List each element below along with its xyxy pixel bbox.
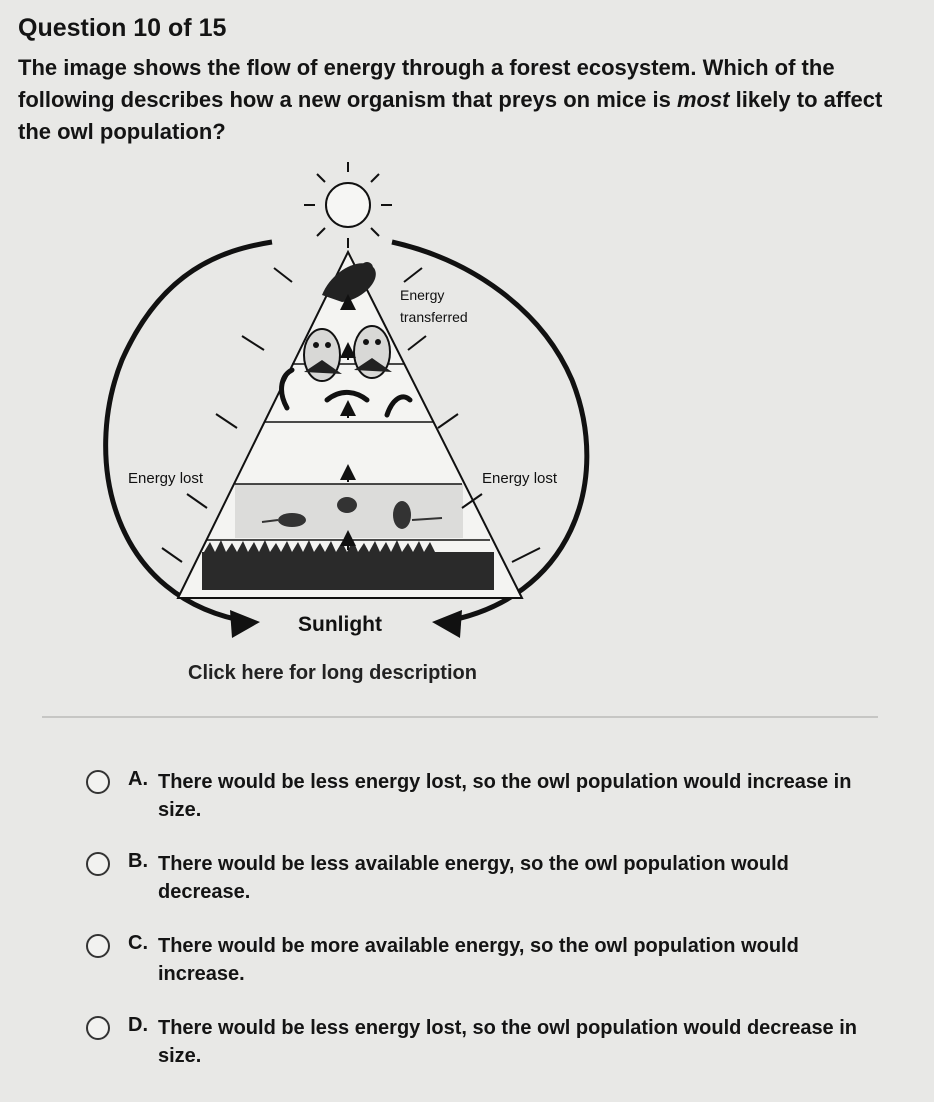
question-text <box>18 52 898 148</box>
option-text-c: There would be more available energy, so the owl population would increase. <box>158 935 799 985</box>
answer-option-c[interactable] <box>86 932 886 988</box>
option-text-d: There would be less energy lost, so the owl population would decrease in size. <box>158 1017 858 1067</box>
answer-option-a[interactable] <box>86 768 886 820</box>
label-energy-lost-left: Energy lost <box>128 470 204 487</box>
option-letter-c: C. <box>128 932 148 954</box>
radio-button-d[interactable] <box>86 1016 110 1040</box>
question-title: Question 10 of 15 <box>18 14 227 42</box>
label-energy-lost-right: Energy lost <box>482 470 558 487</box>
radio-button-a[interactable] <box>86 770 110 794</box>
divider <box>42 716 878 718</box>
question-text-part2: likely to affect the owl population? <box>18 87 883 144</box>
radio-button-b[interactable] <box>86 852 110 876</box>
label-energy-transferred-2: transferred <box>400 309 468 325</box>
option-text-a: There would be less energy lost, so the owl population would increase in size. <box>158 771 852 821</box>
option-letter-b: B. <box>128 850 148 872</box>
answer-option-b[interactable] <box>86 850 886 906</box>
question-text-part1: The image shows the flow of energy through a forest ecosystem. Which of the following describes how a new organism that preys on mice is <box>18 55 835 112</box>
label-sunlight: Sunlight <box>298 613 382 636</box>
energy-pyramid-svg <box>92 160 652 660</box>
option-text-b: There would be less available energy, so the owl population would decrease. <box>158 853 789 903</box>
option-letter-a: A. <box>128 768 148 790</box>
label-energy-transferred-1: Energy <box>400 287 445 303</box>
answer-option-d[interactable] <box>86 1014 886 1070</box>
energy-pyramid-diagram <box>92 160 652 660</box>
question-text-emphasis: most <box>676 87 730 112</box>
option-letter-d: D. <box>128 1014 148 1036</box>
sun-icon <box>304 162 392 248</box>
long-description-link[interactable]: Click here for long description <box>188 662 477 684</box>
radio-button-c[interactable] <box>86 934 110 958</box>
